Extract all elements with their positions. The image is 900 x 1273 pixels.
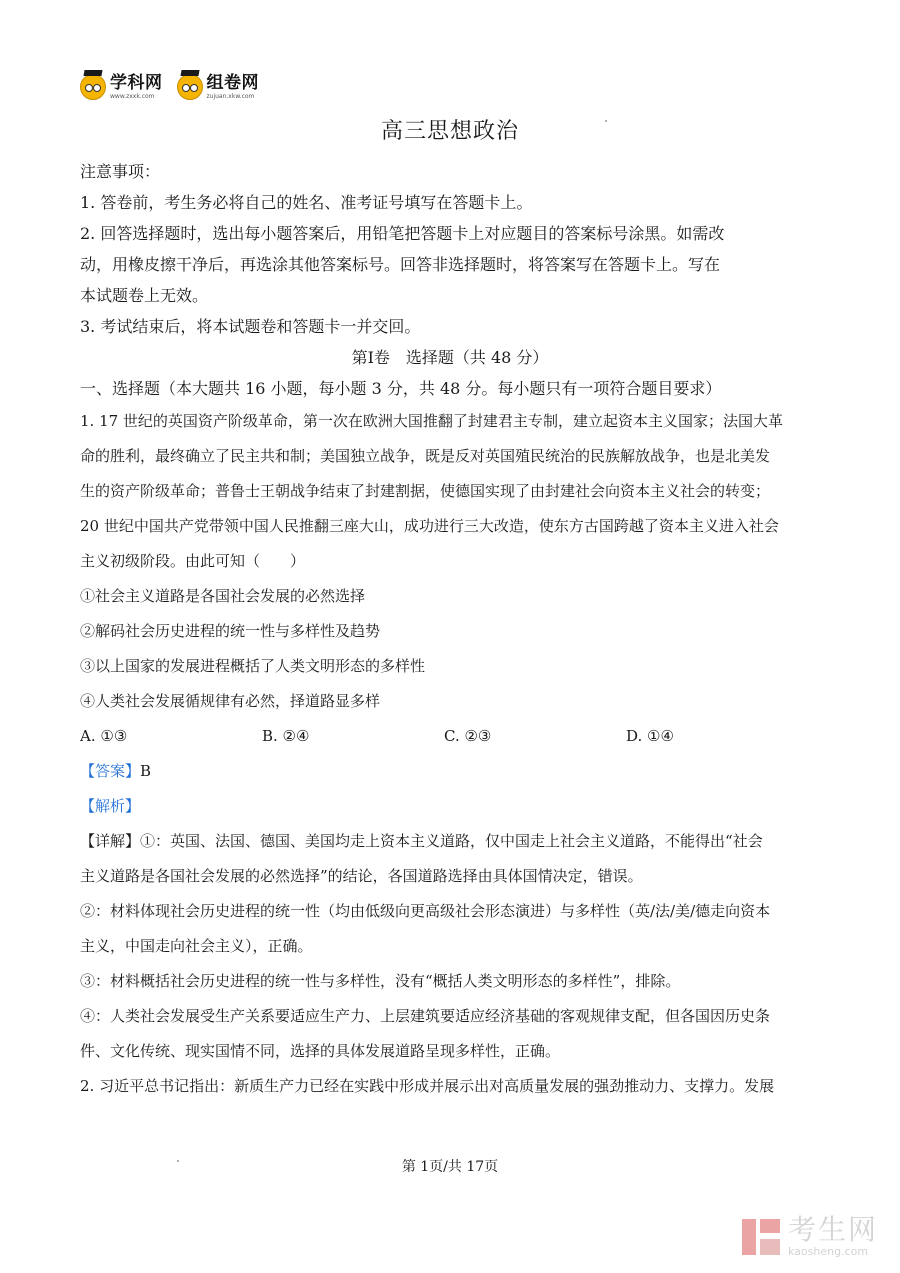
option-d: D. ①④: [626, 727, 674, 745]
notice-item-3: 3. 考试结束后，将本试题卷和答题卡一并交回。: [80, 317, 421, 336]
q1-line4: 20 世纪中国共产党带领中国人民推翻三座大山，成功进行三大改造，使东方古国跨越了资本主义进入社会: [80, 517, 779, 535]
answer-tag: 【答案】: [80, 762, 141, 780]
owl-icon: [177, 74, 203, 100]
kaosheng-logo-icon: [742, 1217, 782, 1257]
detail-4-line1: ④：人类社会发展受生产关系要适应生产力、上层建筑要适应经济基础的客观规律支配，但各国因历史条: [80, 1007, 771, 1025]
q1-options: [80, 719, 820, 754]
kaosheng-watermark: [742, 1213, 878, 1258]
q1-line2: 命的胜利，最终确立了民主共和制；美国独立战争，既是反对英国殖民统治的民族解放战争，也是北美发: [80, 447, 771, 465]
detail-1-line1: [80, 824, 820, 859]
q1-line1: 1. 17 世纪的英国资产阶级革命，第一次在欧洲大国推翻了封建君主专制，建立起资本主义国家；法国大革: [80, 412, 783, 430]
document-body: [80, 156, 820, 1104]
q2-line1: 2. 习近平总书记指出：新质生产力已经在实践中形成并展示出对高质量发展的强劲推动力、支撑力。发展: [80, 1077, 775, 1095]
notice-item-2-line2: 动，用橡皮擦干净后，再选涂其他答案标号。回答非选择题时，将答案写在答题卡上。写在: [80, 255, 721, 274]
notice-item-1: 1. 答卷前，考生务必将自己的姓名、准考证号填写在答题卡上。: [80, 193, 533, 212]
detail-3: ③：材料概括社会历史进程的统一性与多样性，没有“概括人类文明形态的多样性”，排除。: [80, 972, 681, 990]
detail-1-line2: 主义道路是各国社会发展的必然选择”的结论，各国道路选择由具体国情决定，错误。: [80, 867, 643, 885]
owl-icon: [80, 74, 106, 100]
dot-mark: [605, 120, 607, 122]
logo2-main: 组卷网: [206, 72, 259, 93]
analysis-tag: 【解析】: [80, 797, 141, 815]
notice-item-2-line3: 本试题卷上无效。: [80, 286, 209, 305]
zujuan-logo: [177, 74, 260, 100]
notice-item-2-line1: 2. 回答选择题时，选出每小题答案后，用铅笔把答题卡上对应题目的答案标号涂黑。如需改: [80, 224, 725, 243]
q1-line5: 主义初级阶段。由此可知（ ）: [80, 552, 306, 570]
detail-2-line2: 主义，中国走向社会主义），正确。: [80, 937, 313, 955]
logo2-sub: zujuan.xkw.com: [206, 92, 255, 100]
watermark-sub: kaosheng.com: [787, 1245, 869, 1258]
zxxk-logo: [80, 74, 163, 100]
detail-tag: 【详解】: [80, 832, 141, 850]
watermark-main: 考生网: [787, 1213, 878, 1246]
detail-1-text1: ①：英国、法国、德国、美国均走上资本主义道路，仅中国走上社会主义道路，不能得出“社会: [140, 832, 763, 850]
q1-line3: 生的资产阶级革命；普鲁士王朝战争结束了封建割据，使德国实现了由封建社会向资本主义社会的转变；: [80, 482, 771, 500]
option-a: A. ①③: [80, 727, 128, 745]
detail-4-line2: 件、文化传统、现实国情不同，选择的具体发展道路呈现多样性，正确。: [80, 1042, 561, 1060]
part-heading: 一、选择题（本大题共 16 小题，每小题 3 分，共 48 分。每小题只有一项符合题目要求）: [80, 379, 722, 398]
q1-statement-1: ①社会主义道路是各国社会发展的必然选择: [80, 587, 366, 605]
notice-heading: 注意事项：: [80, 162, 161, 181]
logo1-main: 学科网: [110, 72, 163, 93]
page-title: 高三思想政治: [380, 119, 519, 144]
option-c: C. ②③: [444, 727, 492, 745]
answer-line: [80, 754, 820, 789]
header-logos: [80, 74, 259, 100]
q1-statement-3: ③以上国家的发展进程概括了人类文明形态的多样性: [80, 657, 426, 675]
detail-2-line1: ②：材料体现社会历史进程的统一性（均由低级向更高级社会形态演进）与多样性（英/法/美/德走向资本: [80, 902, 771, 920]
answer-value: B: [140, 762, 152, 780]
option-b: B. ②④: [262, 727, 310, 745]
section-title: 第Ⅰ卷 选择题（共 48 分）: [351, 348, 549, 367]
q1-statement-2: ②解码社会历史进程的统一性与多样性及趋势: [80, 622, 381, 640]
analysis-line: [80, 789, 820, 824]
q1-statement-4: ④人类社会发展循规律有必然，择道路显多样: [80, 692, 381, 710]
logo1-sub: www.zxxk.com: [110, 92, 155, 100]
page-footer: 第 1页/共 17页: [401, 1159, 499, 1175]
